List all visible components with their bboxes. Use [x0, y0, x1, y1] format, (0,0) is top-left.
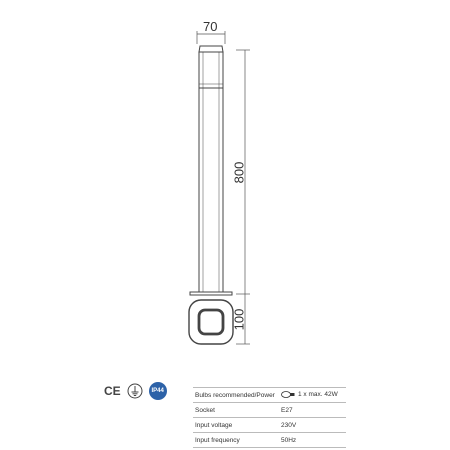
- spec-label: Input frequency: [193, 433, 279, 448]
- spec-value: E27: [279, 403, 346, 418]
- ip-rating-badge: IP44: [149, 382, 167, 400]
- lamp-head: [199, 46, 223, 88]
- specifications-table: [193, 387, 346, 448]
- table-row: [193, 403, 346, 418]
- spec-value: 50Hz: [279, 433, 346, 448]
- ce-mark: CE: [104, 384, 121, 398]
- spec-label: Socket: [193, 403, 279, 418]
- table-row: [193, 433, 346, 448]
- spec-value: [279, 388, 346, 403]
- certification-marks: [104, 380, 167, 402]
- height-dimension-label: 800: [231, 161, 247, 184]
- spec-value-text: 1 x max. 42W: [298, 391, 338, 399]
- bulb-icon: [281, 391, 295, 398]
- class-1-earth-icon: [127, 383, 143, 399]
- lamp-pole: [199, 88, 223, 292]
- spec-label: Bulbs recommended/Power: [193, 388, 279, 403]
- width-dimension-label: 70: [203, 19, 218, 34]
- base-plate-side: [190, 292, 232, 295]
- spec-label: Input voltage: [193, 418, 279, 433]
- table-row: [193, 418, 346, 433]
- base-dimension-label: 100: [231, 308, 247, 331]
- spec-value: 230V: [279, 418, 346, 433]
- base-plate-top-view: [189, 300, 233, 344]
- table-row: [193, 388, 346, 403]
